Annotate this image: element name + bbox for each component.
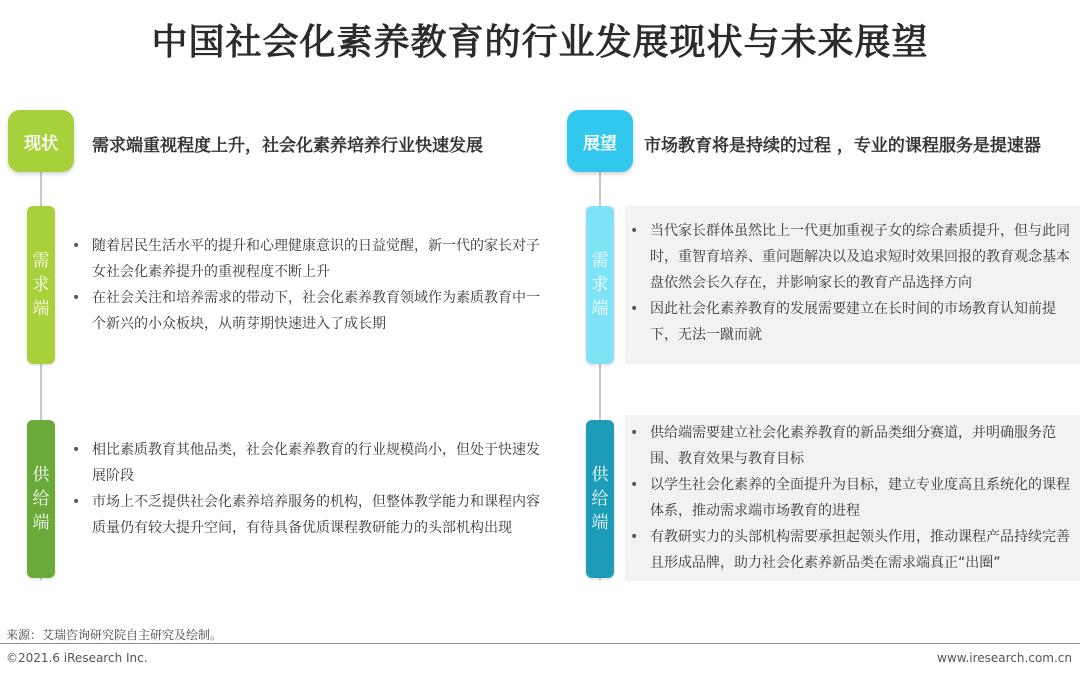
left-demand-char-1: 需	[32, 251, 50, 271]
copyright: ©2021.6 iResearch Inc.	[6, 651, 148, 665]
right-supply-char-2: 给	[591, 489, 609, 509]
list-item: • 当代家长群体虽然比上一代更加重视子女的综合素质提升，但与此同时，重智育培养、重问题解决以及追求短时效果回报的教育观念基本盘依然会长久存在，并影响家长的教育产品选择方向	[628, 218, 1078, 296]
list-item: • 有教研实力的头部机构需要承担起领头作用，推动课程产品持续完善且形成品牌，助力社会化素养新品类在需求端真正“出圈”	[628, 524, 1078, 576]
list-item: • 市场上不乏提供社会化素养培养服务的机构，但整体教学能力和课程内容质量仍有较大提升空间，有待具备优质课程教研能力的头部机构出现	[70, 489, 540, 541]
left-demand-list	[70, 233, 540, 337]
list-item: • 供给端需要建立社会化素养教育的新品类细分赛道，并明确服务范围、教育效果与教育目标	[628, 420, 1078, 472]
left-supply-char-1: 供	[32, 465, 50, 485]
right-supply-char-1: 供	[591, 465, 609, 485]
left-demand-label	[27, 206, 55, 364]
right-status-badge: 展望	[567, 110, 633, 172]
list-item: • 因此社会化素养教育的发展需要建立在长时间的市场教育认知前提下，无法一蹴而就	[628, 296, 1078, 348]
right-demand-char-2: 求	[591, 275, 609, 295]
source-note: 来源：艾瑞咨询研究院自主研究及绘制。	[6, 628, 223, 642]
right-heading: 市场教育将是持续的过程 ，专业的课程服务是提速器	[644, 136, 1041, 156]
left-supply-char-3: 端	[32, 513, 50, 533]
list-item: • 在社会关注和培养需求的带动下，社会化素养教育领域作为素质教育中一个新兴的小众板块，从萌芽期快速进入了成长期	[70, 285, 540, 337]
page-title: 中国社会化素养教育的行业发展现状与未来展望	[151, 22, 929, 63]
website-link[interactable]: www.iresearch.com.cn	[937, 651, 1072, 665]
left-supply-list	[70, 437, 540, 541]
left-demand-char-2: 求	[32, 275, 50, 295]
left-status-badge: 现状	[8, 110, 74, 172]
left-supply-label	[27, 420, 55, 578]
right-demand-char-3: 端	[591, 299, 609, 319]
right-supply-label	[586, 420, 614, 578]
left-heading: 需求端重视程度上升，社会化素养培养行业快速发展	[92, 136, 483, 156]
footer-divider	[0, 643, 1080, 644]
list-item: • 随着居民生活水平的提升和心理健康意识的日益觉醒，新一代的家长对子女社会化素养提升的重视程度不断上升	[70, 233, 540, 285]
left-demand-char-3: 端	[32, 299, 50, 319]
list-item: • 相比素质教育其他品类，社会化素养教育的行业规模尚小，但处于快速发展阶段	[70, 437, 540, 489]
right-demand-char-1: 需	[591, 251, 609, 271]
left-supply-char-2: 给	[32, 489, 50, 509]
right-demand-list	[628, 218, 1078, 348]
list-item: • 以学生社会化素养的全面提升为目标，建立专业度高且系统化的课程体系，推动需求端市场教育的进程	[628, 472, 1078, 524]
right-demand-label	[586, 206, 614, 364]
right-supply-char-3: 端	[591, 513, 609, 533]
right-supply-list	[628, 420, 1078, 576]
